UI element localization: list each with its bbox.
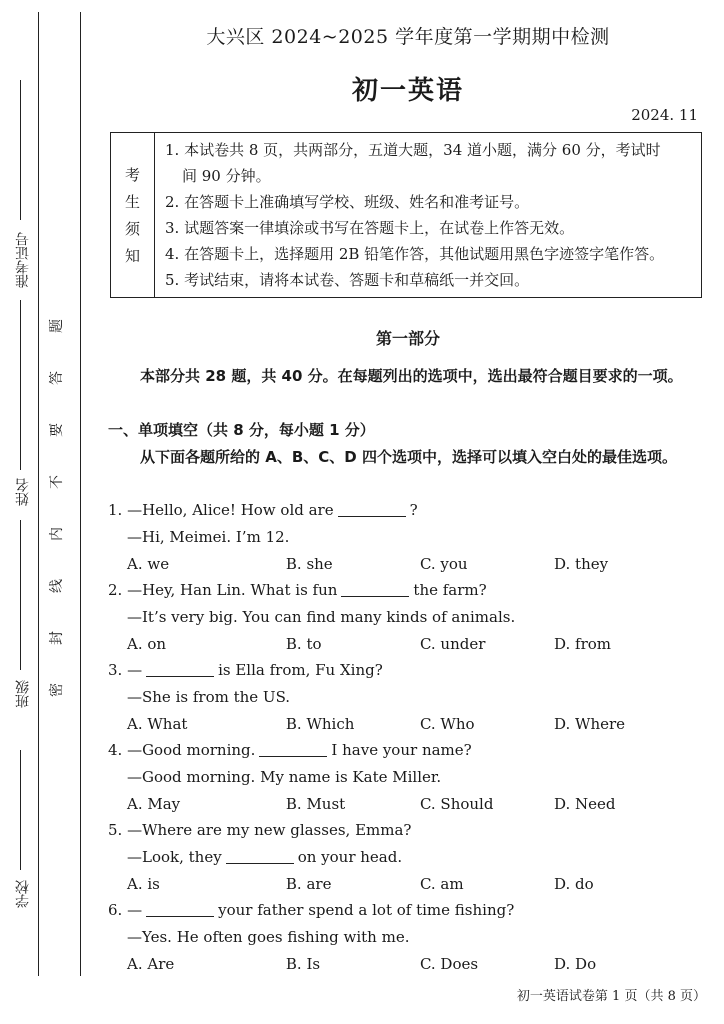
subject-title: 初一英语 [351, 76, 464, 106]
option-d: D. from [554, 635, 612, 653]
question-response: —Hi, Meimei. I’m 12. [127, 528, 290, 546]
option-b: B. are [285, 875, 332, 893]
notice-item: 4. 在答题卡上，选择题用 2B 铅笔作答，其他试题用黑色字迹签字笔作答。 [165, 245, 665, 263]
answer-blank [338, 501, 406, 517]
question-2 [108, 577, 703, 658]
option-a: A. What [127, 715, 188, 733]
options-row [108, 791, 703, 818]
question-6 [108, 897, 703, 978]
options-row [108, 951, 703, 978]
seal-char: 密 [49, 683, 65, 697]
notice-heading [111, 133, 155, 297]
notice-item: 2. 在答题卡上准确填写学校、班级、姓名和准考证号。 [165, 193, 530, 211]
response-start: —Look, they [127, 848, 222, 866]
option-c: C. under [419, 635, 486, 653]
option-d: D. Do [554, 955, 597, 973]
seal-char: 线 [49, 579, 65, 593]
option-b: B. she [285, 555, 333, 573]
notice-heading-char: 须 [124, 220, 140, 238]
answer-blank [341, 581, 409, 597]
exam-title: 大兴区 2024~2025 学年度第一学期期中检测 [206, 26, 610, 48]
seal-char: 答 [49, 371, 65, 385]
question-stem: 4. —Good morning. [108, 741, 256, 759]
notice-heading-char: 生 [124, 193, 140, 211]
school-label: 学校 [15, 880, 31, 908]
question-stem-end: the farm? [413, 581, 487, 599]
option-a: A. is [127, 875, 160, 893]
seal-char: 要 [49, 423, 65, 437]
option-a: A. May [127, 795, 181, 813]
option-d: D. do [554, 875, 594, 893]
question-stem: 2. —Hey, Han Lin. What is fun [108, 581, 338, 599]
section-title: 一、单项填空（共 8 分，每小题 1 分） [108, 421, 375, 439]
question-stem-end: ? [409, 501, 418, 519]
class-underline [20, 520, 21, 670]
option-c: C. Who [419, 715, 475, 733]
options-row [108, 871, 703, 898]
question-stem-end: your father spend a lot of time fishing? [218, 901, 515, 919]
answer-blank [146, 661, 214, 677]
option-b: B. Must [285, 795, 346, 813]
candidate-notice-box [110, 132, 702, 298]
answer-blank [146, 901, 214, 917]
question-response: —Good morning. My name is Kate Miller. [127, 768, 442, 786]
question-stem: 6. — [108, 901, 143, 919]
options-row [108, 711, 703, 738]
option-d: D. Need [554, 795, 616, 813]
question-1 [108, 497, 703, 578]
options-row [108, 551, 703, 578]
notice-item: 3. 试题答案一律填涂或书写在答题卡上，在试卷上作答无效。 [165, 219, 575, 237]
option-c: C. you [419, 555, 468, 573]
option-b: B. Which [285, 715, 355, 733]
margin-line-inner [80, 12, 81, 976]
page-footer: 初一英语试卷第 1 页（共 8 页） [516, 989, 706, 1004]
question-4 [108, 737, 703, 818]
question-stem: 3. — [108, 661, 143, 679]
options-row [108, 631, 703, 658]
seal-char: 内 [49, 527, 65, 541]
question-stem-end: is Ella from, Fu Xing? [218, 661, 383, 679]
notice-item: 间 90 分钟。 [182, 167, 271, 185]
option-c: C. Should [419, 795, 494, 813]
class-label: 班级 [15, 680, 31, 708]
exam-id-label: 准考证号 [15, 232, 31, 288]
question-response: —It’s very big. You can find many kinds of animals. [127, 608, 516, 626]
answer-blank [226, 848, 294, 864]
question-3 [108, 657, 703, 738]
notice-item: 1. 本试卷共 8 页，共两部分，五道大题，34 道小题，满分 60 分，考试时 [165, 141, 661, 159]
margin-line-outer [38, 12, 39, 976]
name-underline [20, 300, 21, 470]
seal-char: 不 [49, 475, 65, 489]
part-intro: 本部分共 28 题，共 40 分。在每题列出的选项中，选出最符合题目要求的一项。 [140, 367, 683, 385]
question-stem: 5. —Where are my new glasses, Emma? [108, 821, 412, 839]
question-response: —She is from the US. [127, 688, 291, 706]
option-c: C. am [419, 875, 464, 893]
answer-blank [259, 741, 327, 757]
option-a: A. Are [127, 955, 175, 973]
notice-heading-char: 知 [124, 247, 140, 265]
exam-date: 2024. 11 [631, 106, 698, 124]
option-d: D. Where [554, 715, 626, 733]
question-5 [108, 817, 703, 898]
option-b: B. Is [285, 955, 321, 973]
option-d: D. they [554, 555, 609, 573]
option-c: C. Does [419, 955, 479, 973]
name-label: 姓名 [15, 478, 31, 506]
option-a: A. on [127, 635, 167, 653]
question-stem-end: I have your name? [331, 741, 472, 759]
question-response: —Yes. He often goes fishing with me. [127, 928, 410, 946]
question-stem: 1. —Hello, Alice! How old are [108, 501, 334, 519]
seal-char: 封 [49, 631, 65, 645]
response-end: on your head. [297, 848, 403, 866]
seal-line-text [46, 318, 68, 698]
section-instruction: 从下面各题所给的 A、B、C、D 四个选项中，选择可以填入空白处的最佳选项。 [140, 448, 677, 466]
exam-id-underline [20, 80, 21, 220]
notice-list [155, 133, 701, 297]
school-underline [20, 750, 21, 870]
option-b: B. to [285, 635, 322, 653]
part-title: 第一部分 [375, 329, 440, 348]
notice-item: 5. 考试结束，请将本试卷、答题卡和草稿纸一并交回。 [165, 271, 530, 289]
seal-char: 题 [49, 319, 65, 333]
notice-heading-char: 考 [124, 166, 140, 184]
option-a: A. we [127, 555, 170, 573]
